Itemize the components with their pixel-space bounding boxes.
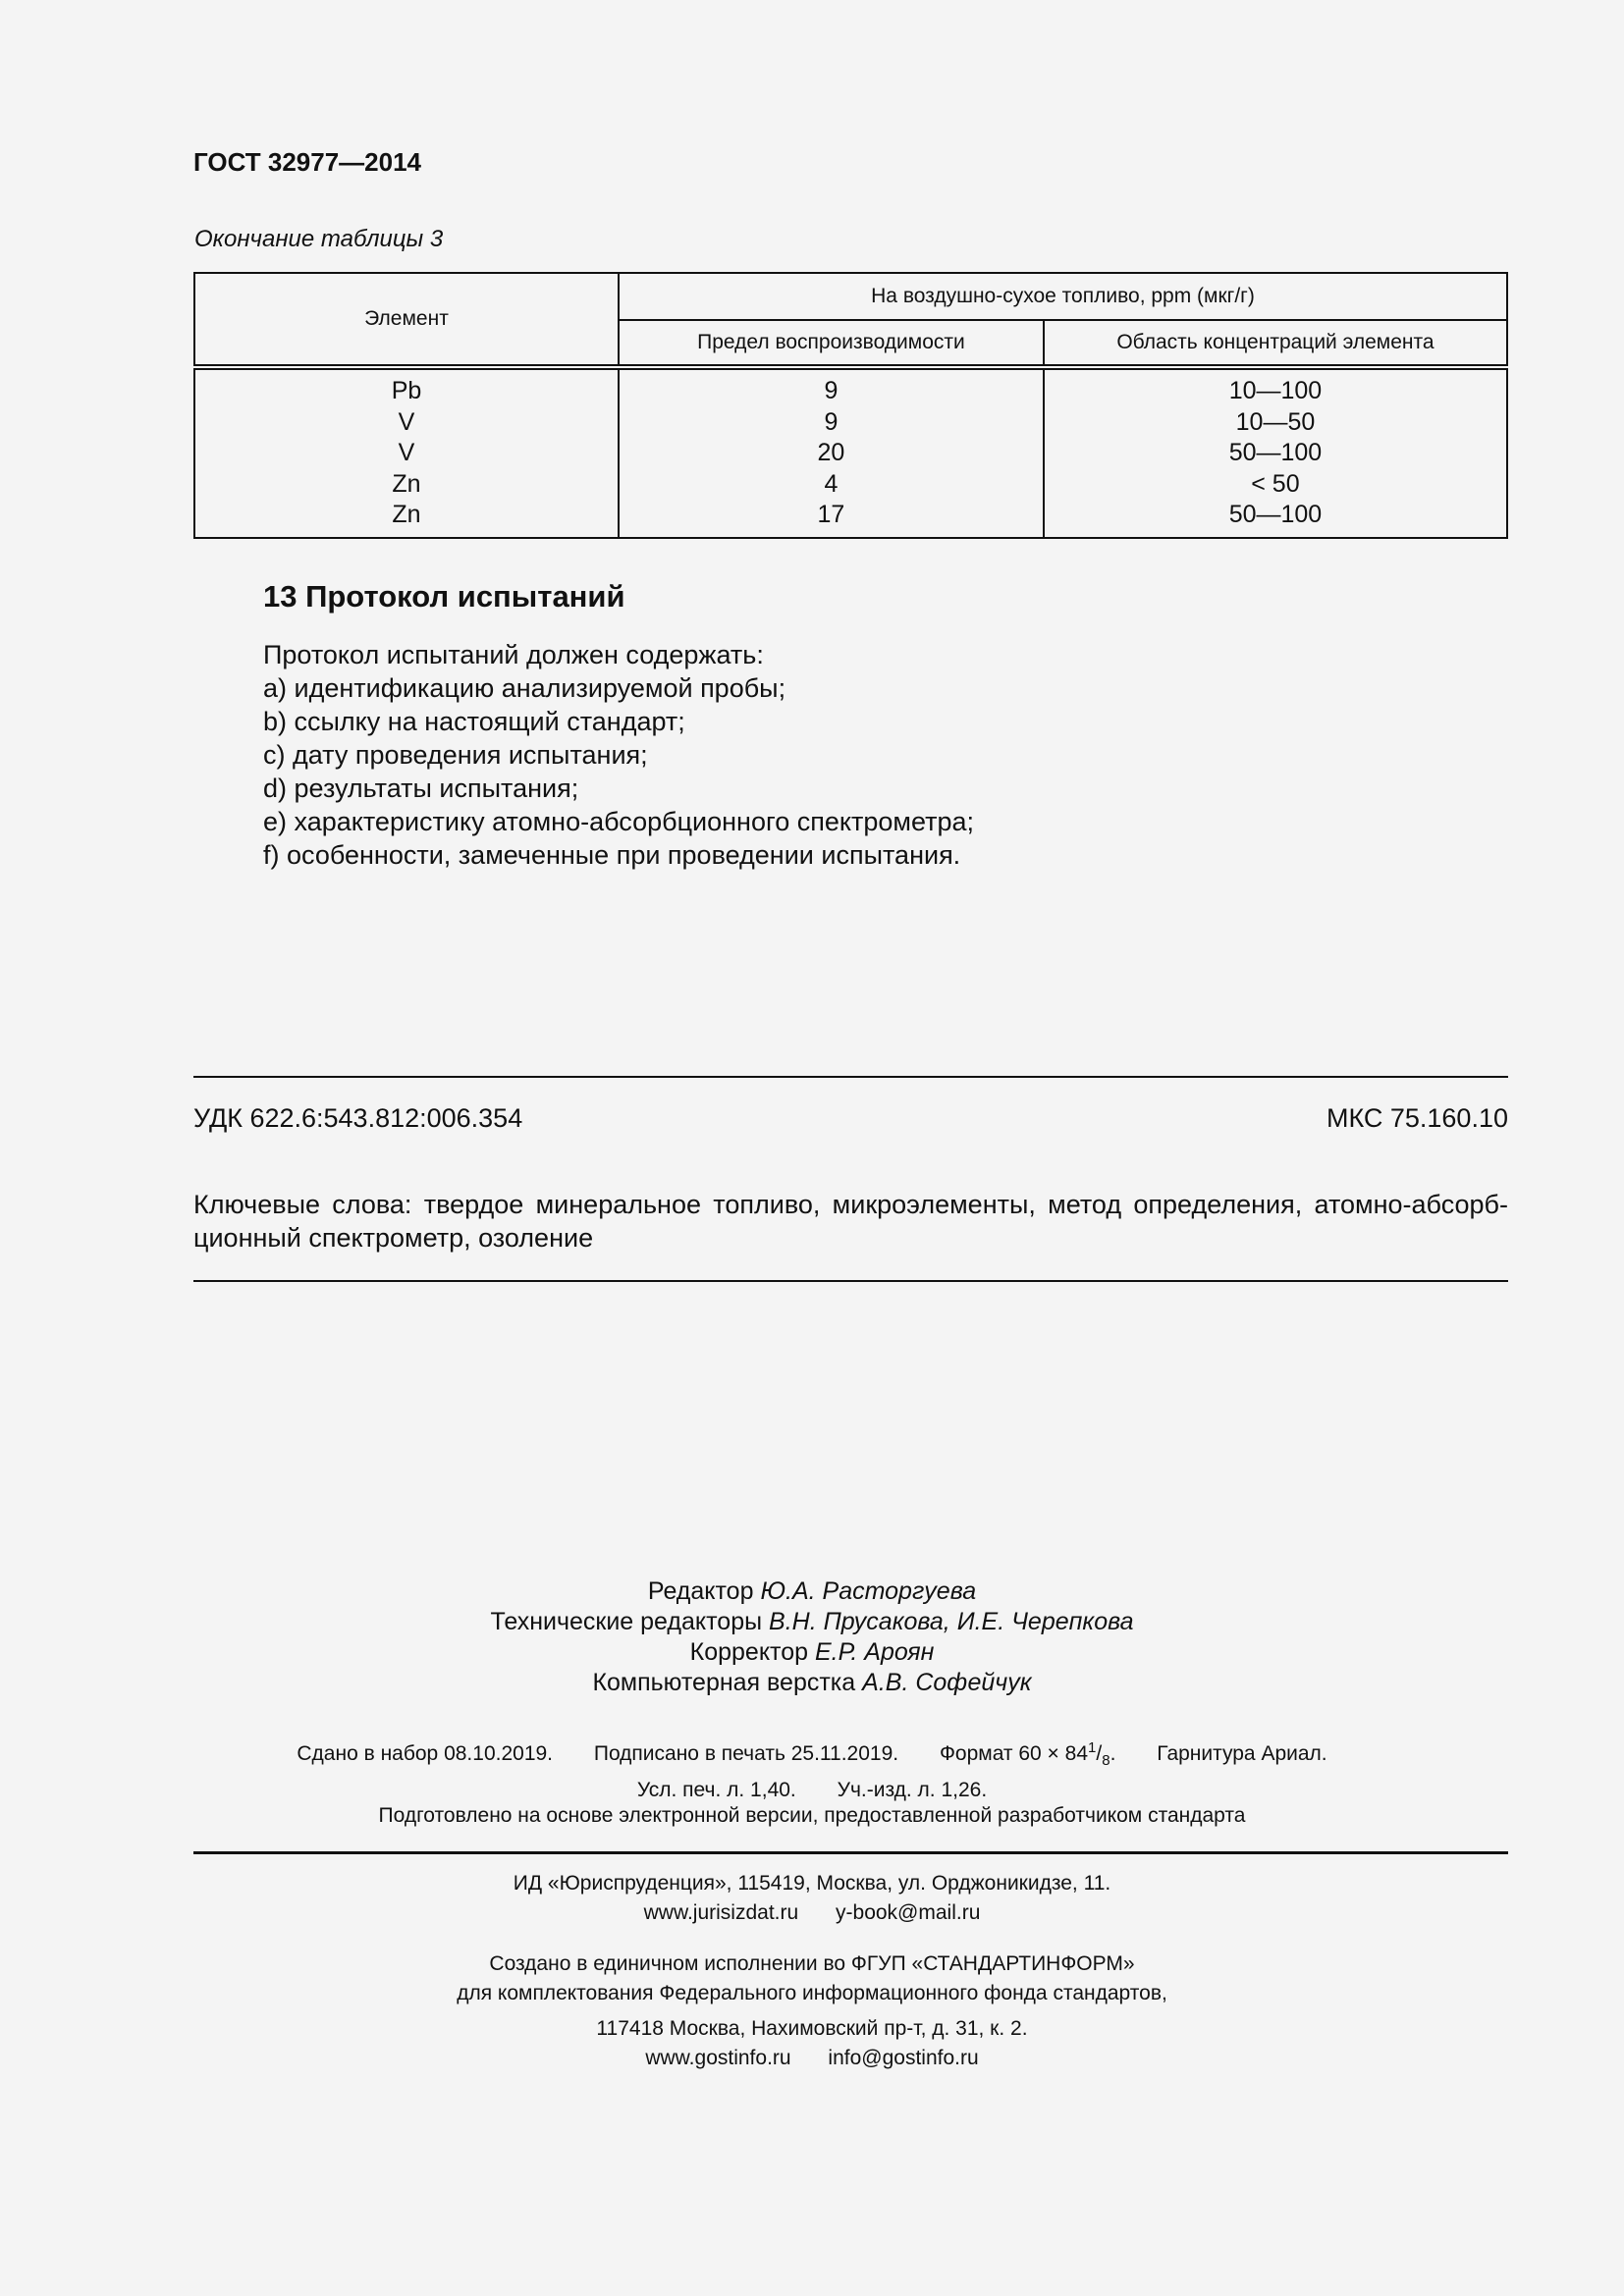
- column-header-range: Область концентраций элемента: [1044, 320, 1507, 367]
- credit-name: В.Н. Прусакова, И.Е. Черепкова: [769, 1608, 1134, 1635]
- signed-date: Подписано в печать 25.11.2019.: [593, 1742, 899, 1765]
- cell-range: 50—100: [1044, 438, 1507, 469]
- credit-name: А.В. Софейчук: [862, 1669, 1032, 1696]
- publisher-info: [0, 1869, 1624, 1928]
- cell-limit: 20: [619, 438, 1044, 469]
- cell-range: 10—50: [1044, 407, 1507, 439]
- list-item: c) дату проведения испытания;: [263, 740, 648, 770]
- credit-name: Ю.А. Расторгуева: [760, 1577, 977, 1605]
- credit-corrector: [0, 1637, 1624, 1668]
- table-row: [194, 367, 1507, 407]
- table-row: [194, 469, 1507, 501]
- credits-block: [0, 1576, 1624, 1698]
- cell-limit: 17: [619, 500, 1044, 538]
- list-item: f) особенности, замеченные при проведении испытания.: [263, 840, 961, 870]
- cell-element: V: [194, 407, 619, 439]
- gostinfo-email-link[interactable]: info@gostinfo.ru: [828, 2047, 979, 2069]
- credit-editor: [0, 1576, 1624, 1607]
- table-row: [194, 438, 1507, 469]
- column-header-limit: Предел воспроизводимости: [619, 320, 1044, 367]
- list-item: a) идентификацию анализируемой пробы;: [263, 673, 786, 703]
- prepared-note: Подготовлено на основе электронной версии, предоставленной разработчиком стандарта: [378, 1804, 1246, 1827]
- created-info: [0, 1949, 1624, 2073]
- data-table: [193, 272, 1508, 539]
- divider: [193, 1851, 1508, 1854]
- created-address: 117418 Москва, Нахимовский пр-т, д. 31, к. 2.: [596, 2017, 1028, 2040]
- cell-limit: 4: [619, 469, 1044, 501]
- publisher-site-link[interactable]: www.jurisizdat.ru: [643, 1901, 799, 1924]
- pub-sheets: Уч.-изд. л. 1,26.: [837, 1779, 988, 1802]
- mks-code: МКС 75.160.10: [1326, 1103, 1508, 1133]
- created-line: Создано в единичном исполнении во ФГУП «СТАНДАРТИНФОРМ»: [489, 1952, 1135, 1975]
- divider: [193, 1076, 1508, 1078]
- credit-label: Корректор: [689, 1638, 809, 1666]
- publication-info: [0, 1734, 1624, 1805]
- credit-tech-editors: [0, 1607, 1624, 1637]
- list-item: b) ссылку на настоящий стандарт;: [263, 707, 685, 736]
- section-body: [263, 638, 974, 872]
- section-title: 13 Протокол испытаний: [263, 579, 625, 614]
- submitted-date: Сдано в набор 08.10.2019.: [297, 1742, 554, 1765]
- column-header-element: Элемент: [194, 273, 619, 367]
- credit-label: Технические редакторы: [490, 1608, 763, 1635]
- cell-limit: 9: [619, 367, 1044, 407]
- list-item: e) характеристику атомно-абсорбционного спектрометра;: [263, 807, 974, 836]
- table-row: [194, 500, 1507, 538]
- cell-element: Zn: [194, 500, 619, 538]
- divider: [193, 1280, 1508, 1282]
- cell-element: Zn: [194, 469, 619, 501]
- list-item: d) результаты испытания;: [263, 774, 579, 803]
- keywords: Ключевые слова: твердое минеральное топливо, микроэлементы, метод определения, атомно-абсорб-ционный спектрометр, озоление: [193, 1190, 1508, 1253]
- publisher-email-link[interactable]: y-book@mail.ru: [836, 1901, 981, 1924]
- table-row: [194, 407, 1507, 439]
- cell-range: < 50: [1044, 469, 1507, 501]
- format-info: Формат $60 \times 84^1/_8$.: [939, 1739, 1116, 1770]
- font-info: Гарнитура Ариал.: [1157, 1742, 1327, 1765]
- credit-label: Компьютерная верстка: [592, 1669, 856, 1696]
- column-group-header: На воздушно-сухое топливо, ppm (мкг/г): [619, 273, 1507, 320]
- created-line: для комплектования Федерального информационного фонда стандартов,: [457, 1982, 1167, 2004]
- cell-element: Pb: [194, 367, 619, 407]
- cell-element: V: [194, 438, 619, 469]
- print-sheets: Усл. печ. л. 1,40.: [636, 1779, 796, 1802]
- document-number: ГОСТ 32977—2014: [193, 147, 421, 177]
- cell-range: 50—100: [1044, 500, 1507, 538]
- udk-code: УДК 622.6:543.812:006.354: [193, 1103, 523, 1133]
- credit-layout: [0, 1668, 1624, 1698]
- credit-label: Редактор: [647, 1577, 754, 1605]
- credit-name: Е.Р. Ароян: [814, 1638, 935, 1666]
- publisher-address: ИД «Юриспруденция», 115419, Москва, ул. Орджоникидзе, 11.: [513, 1872, 1111, 1895]
- gostinfo-site-link[interactable]: www.gostinfo.ru: [645, 2047, 791, 2069]
- cell-limit: 9: [619, 407, 1044, 439]
- section-line: Протокол испытаний должен содержать:: [263, 640, 764, 669]
- cell-range: 10—100: [1044, 367, 1507, 407]
- table-caption: Окончание таблицы 3: [194, 226, 444, 252]
